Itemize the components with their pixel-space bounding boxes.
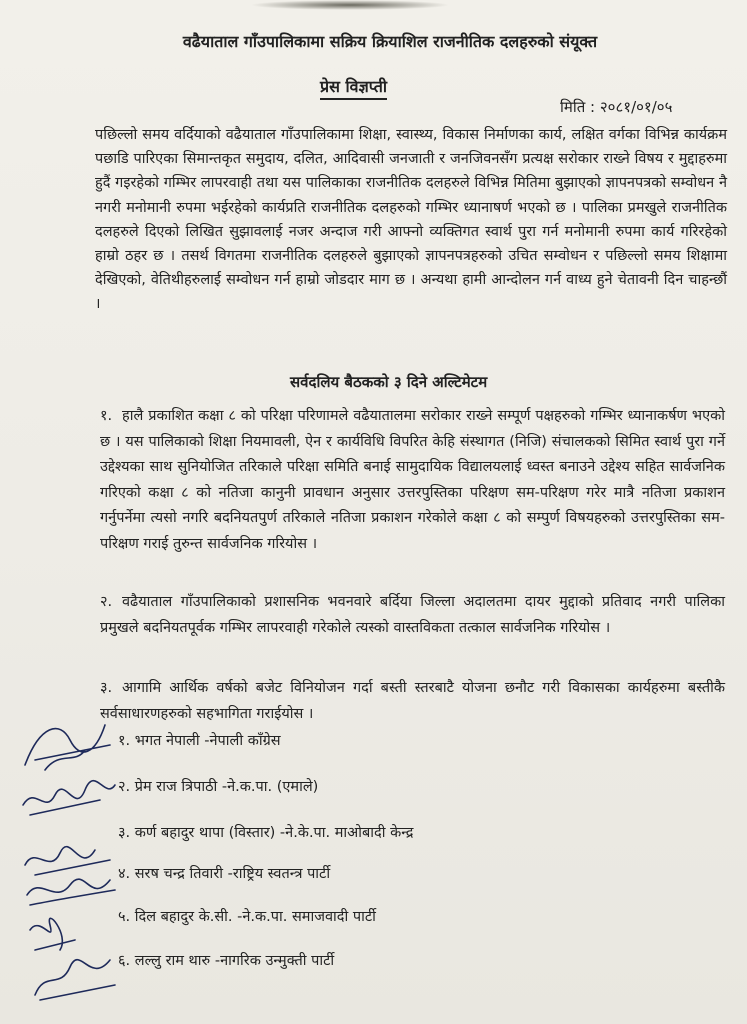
demand-number: ३. bbox=[100, 680, 113, 696]
demand-number: २. bbox=[100, 594, 113, 610]
demand-text: वढैयाताल गाँउपालिकाको प्रशासनिक भवनवारे बर्दिया जिल्ला अदालतमा दायर मुद्दाको प्रतिवाद नगरी पालिका प्रमुखले बदनियतपूर्वक गम्भिर लापरवाही गरेकोले त्यस्को वास्तविकता तत्काल सार्वजनिक गरियोस । bbox=[100, 594, 725, 636]
demand-item-1 bbox=[100, 404, 725, 557]
demand-number: १. bbox=[100, 408, 113, 424]
signatory-3: ३. कर्ण बहादुर थापा (विस्तार) -ने.के.पा. माओबादी केन्द्र bbox=[118, 825, 414, 841]
document-title: वढैयाताल गाँउपालिकामा सक्रिय क्रियाशिल राजनीतिक दलहरुको संयूक्त bbox=[182, 32, 598, 51]
signatory-1: १. भगत नेपाली -नेपाली काँग्रेस bbox=[118, 733, 281, 749]
signatory-4: ४. सरष चन्द्र तिवारी -राष्ट्रिय स्वतन्त्र पार्टी bbox=[118, 866, 331, 882]
demand-text: हालै प्रकाशित कक्षा ८ को परिक्षा परिणामले वढैयातालमा सरोकार राख्ने सम्पूर्ण पक्षहरुको गम्भिर ध्यानाकर्षण भएको छ । यस पालिकाको शिक्षा नियमावली, ऐन र कार्यविधि विपरित केहि संस्थागत (निजि) संचालकको सिमित स्वार्थ पुरा गर्ने उद्देश्यका साथ सुनियोजित तरिकाले परिक्षा समिति बनाई सामुदायिक विद्यालयलाई ध्वस्त बनाउने उद्देश्य सहित सार्वजनिक गरिएको कक्षा ८ को नतिजा कानुनी प्रावधान अनुसार उत्तरपुस्तिका परिक्षण सम-परिक्षण गरेर मात्रै नतिजा प्रकाशन गर्नुपर्नेमा त्यसो नगरि बदनियतपुर्ण तरिकाले नतिजा प्रकाशन गरेकोले कक्षा ८ को सम्पुर्ण विषयहरुको उत्तरपुस्तिका सम-परिक्षण गराई तुरुन्त सार्वजनिक गरियोस । bbox=[100, 408, 725, 552]
intro-paragraph: पछिल्लो समय वर्दियाको वढैयाताल गाँउपालिकामा शिक्षा, स्वास्थ्य, विकास निर्माणका कार्य, लक्षित वर्गका विभिन्न कार्यक्रम पछाडि पारिएका सिमान्तकृत समुदाय, दलित, आदिवासी जनजाती र जनजिवनसँग प्रत्यक्ष सरोकार राख्ने विषय र मुद्दाहरुमा हुदैं गइरहेको गम्भिर लापरवाही तथा यस पालिकाका राजनीतिक दलहरुले विभिन्न मितिमा बुझाएको ज्ञापनपत्रको सम्वोधन नै नगरी मनोमानी रुपमा भईरहेको कार्यप्रति राजनीतिक दलहरुको गम्भिर ध्यानाषर्ण भएको छ । पालिका प्रमखुले राजनीतिक दलहरुले दिएको लिखित सुझावलाई नजर अन्दाज गरी आफ्नो व्यक्तिगत स्वार्थ पुरा गर्न मनोमानी रुपमा कार्य गरिरहेको हाम्रो ठहर छ । तसर्थ विगतमा राजनीतिक दलहरुले बुझाएको ज्ञापनपत्रहरुको उचित सम्वोधन र पछिल्लो समय शिक्षामा देखिएको, वेतिथीहरुलाई सम्वोधन गर्न हाम्रो जोडदार माग छ । अन्यथा हामी आन्दोलन गर्न वाध्य हुने चेतावनी दिन चाहन्छौं । bbox=[95, 127, 727, 313]
demand-item-3 bbox=[100, 676, 725, 727]
document-date: मिति : २०८१/०१/०५ bbox=[560, 98, 673, 116]
demand-text: आगामि आर्थिक वर्षको बजेट विनियोजन गर्दा बस्ती स्तरबाटै योजना छनौट गरी विकासका कार्यहरुमा बस्तीकै सर्वसाधारणहरुको सहभागिता गराईयोस । bbox=[100, 680, 725, 722]
handwritten-signatures bbox=[15, 705, 125, 1005]
demand-item-2 bbox=[100, 590, 725, 641]
section-heading: सर्वदलिय बैठकको ३ दिने अल्टिमेटम bbox=[290, 373, 488, 391]
page-top-shadow bbox=[250, 0, 450, 10]
document-subtitle: प्रेस विज्ञप्ती bbox=[320, 75, 387, 100]
signatory-2: २. प्रेम राज त्रिपाठी -ने.क.पा. (एमाले) bbox=[118, 779, 319, 795]
signatory-6: ६. लल्लु राम थारु -नागरिक उन्मुक्ती पार्टी bbox=[118, 953, 335, 969]
signatory-5: ५. दिल बहादुर के.सी. -ने.क.पा. समाजवादी पार्टी bbox=[118, 909, 376, 925]
